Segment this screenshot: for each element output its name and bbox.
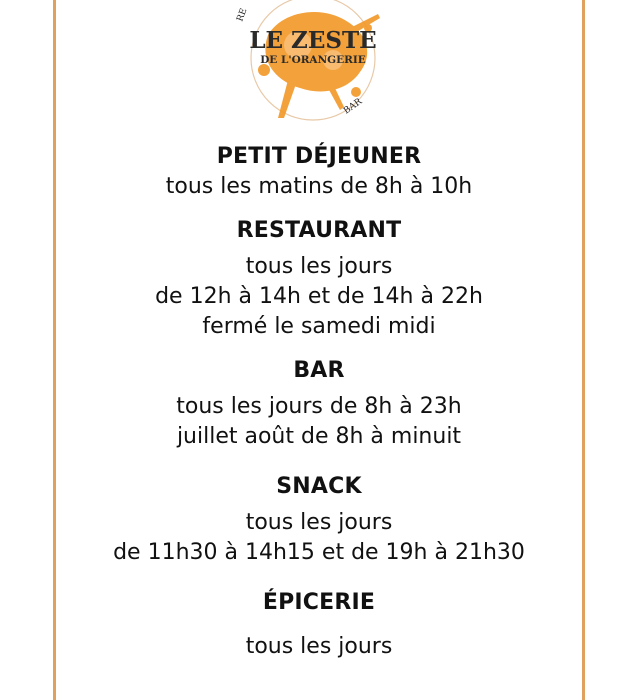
section-line: tous les jours bbox=[245, 254, 393, 279]
logo-arc-text-bottom: BAR bbox=[341, 96, 365, 117]
logo-arc-text-left: RE bbox=[235, 7, 250, 24]
section-restaurant bbox=[56, 216, 582, 342]
section-line: tous les matins de 8h à 10h bbox=[165, 174, 473, 199]
section-line: tous les jours bbox=[245, 634, 393, 659]
section-line: juillet août de 8h à minuit bbox=[176, 424, 462, 449]
section-line: de 12h à 14h et de 14h à 22h bbox=[155, 284, 483, 309]
section-epicerie bbox=[56, 588, 582, 662]
section-heading: BAR bbox=[293, 358, 345, 383]
section-heading: PETIT DÉJEUNER bbox=[216, 144, 422, 169]
section-line: tous les jours bbox=[245, 510, 393, 535]
section-line: tous les jours de 8h à 23h bbox=[176, 394, 462, 419]
logo-graphic bbox=[228, 0, 398, 135]
logo-subtitle: DE L'ORANGERIE bbox=[260, 54, 366, 66]
section-line: de 11h30 à 14h15 et de 19h à 21h30 bbox=[113, 540, 525, 565]
section-bar bbox=[56, 356, 582, 452]
section-snack bbox=[56, 472, 582, 568]
section-petit-dejeuner bbox=[56, 142, 582, 202]
section-line: fermé le samedi midi bbox=[202, 314, 436, 339]
section-heading: SNACK bbox=[276, 474, 362, 499]
restaurant-logo bbox=[228, 0, 398, 135]
section-heading: ÉPICERIE bbox=[262, 590, 376, 615]
logo-title: LE ZESTE bbox=[249, 27, 377, 54]
section-heading: RESTAURANT bbox=[236, 218, 402, 243]
hours-list bbox=[56, 142, 582, 662]
right-border bbox=[582, 0, 585, 700]
